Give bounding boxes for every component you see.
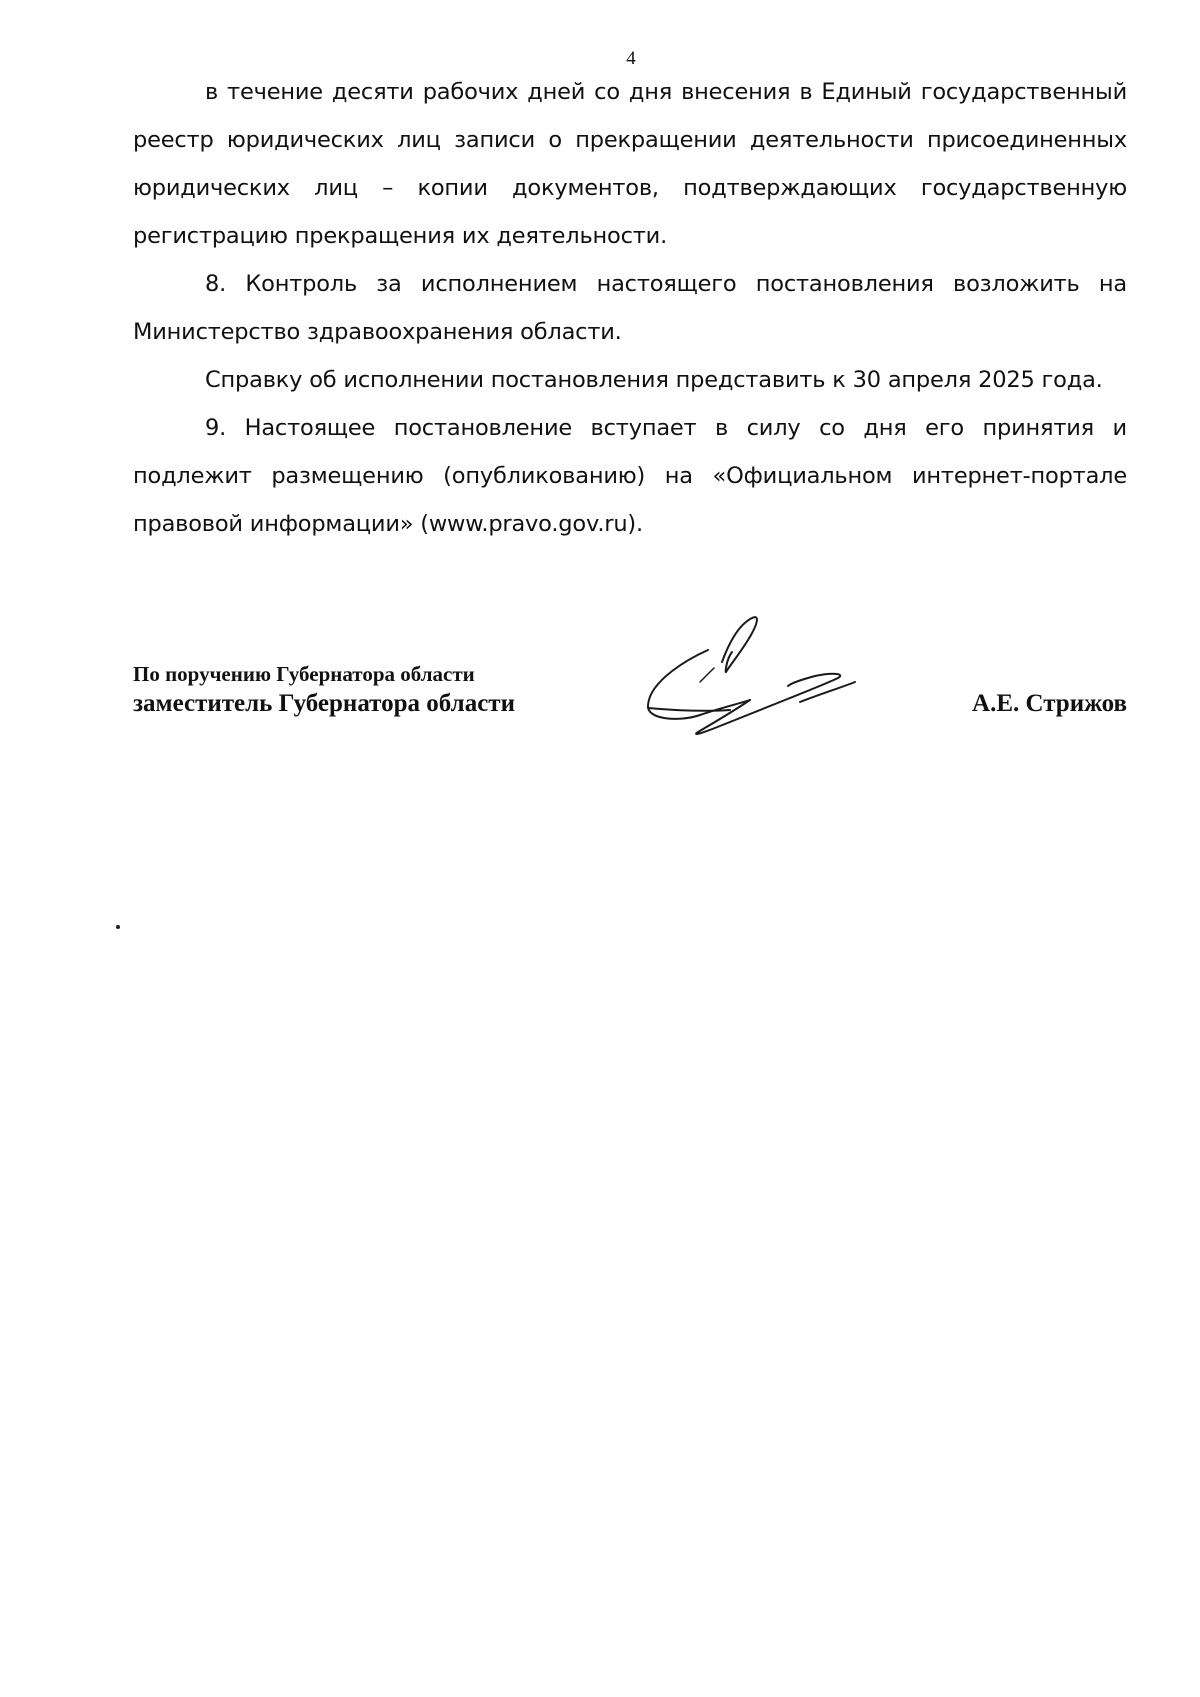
paragraph-item-8: 8. Контроль за исполнением настоящего постановления возложить на Министерство здравоохранения области. [133, 271, 1127, 345]
signature-authority-line: По поручению Губернатора области [133, 662, 475, 686]
paragraph-report-deadline: Справку об исполнении постановления представить к 30 апреля 2025 года. [205, 367, 1103, 393]
signature-title-line: заместитель Губернатора области [133, 690, 515, 717]
page-number: 4 [626, 48, 636, 69]
paragraph-item-9: 9. Настоящее постановление вступает в силу со дня его принятия и подлежит размещению (опубликованию) на «Официальном интернет-портале правовой информации» (www.pravo.gov.ru). [133, 415, 1127, 537]
paragraph-continuation: в течение десяти рабочих дней со дня внесения в Единый государственный реестр юридических лиц записи о прекращении деятельности присоединенных юридических лиц – копии документов, подтверждающих государственную регистрацию прекращения их деятельности. [133, 79, 1127, 249]
signature-block [133, 652, 1127, 742]
scan-speck [116, 925, 120, 929]
document-body [133, 68, 1127, 548]
signatory-name: А.Е. Стрижов [972, 690, 1127, 717]
